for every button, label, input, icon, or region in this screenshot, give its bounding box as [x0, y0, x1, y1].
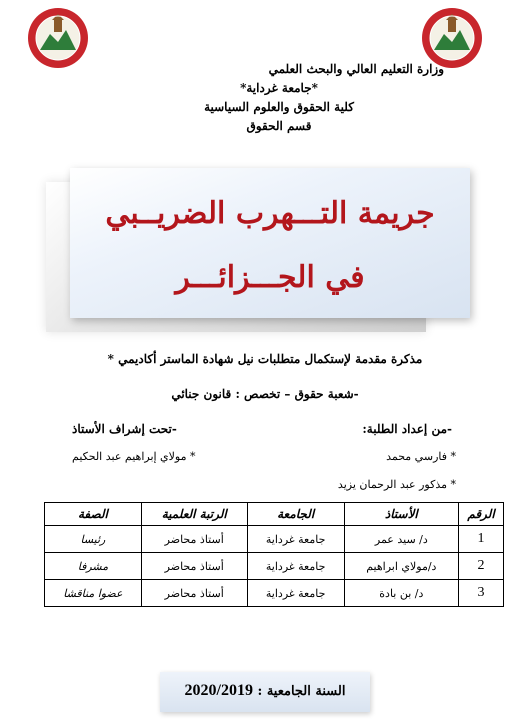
header-role: الصفة [45, 503, 142, 526]
faculty-name: كلية الحقوق والعلوم السياسية [204, 100, 354, 114]
table-row [45, 553, 504, 580]
department-name: قسم الحقوق [246, 119, 312, 133]
role-cell: رئيسا [45, 526, 142, 553]
role-cell: مشرفا [45, 553, 142, 580]
rank-cell: أستاذ محاضر [141, 553, 247, 580]
ministry-name: وزارة التعليم العالي والبحث العلمي [268, 62, 444, 76]
academic-year-value: 2020/2019 [184, 682, 253, 699]
institution-header [114, 60, 444, 136]
header-university: الجامعة [247, 503, 344, 526]
table-row [45, 526, 504, 553]
header-number: الرقم [459, 503, 504, 526]
header-rank: الرتبة العلمية [141, 503, 247, 526]
memo-statement: مذكرة مقدمة لإستكمال متطلبات نيل شهادة الماستر أكاديمي * [107, 352, 423, 366]
student-name: * فارسي محمد [386, 450, 456, 463]
banner-panel [70, 168, 470, 318]
role-cell: عضوا مناقشا [45, 580, 142, 607]
row-number: 1 [459, 526, 504, 553]
jury-table [44, 502, 504, 607]
academic-year [160, 682, 370, 700]
professor-name: د/ سيد عمر [344, 526, 458, 553]
rank-cell: أستاذ محاضر [141, 580, 247, 607]
professor-name: د/مولاي ابراهيم [344, 553, 458, 580]
supervisor-name: * مولاي إبراهيم عبد الحكيم [72, 450, 196, 463]
table-header-row [45, 503, 504, 526]
specialization-line: -شعبة حقوق – تخصص : قانون جنائي [171, 387, 359, 401]
title-banner [70, 168, 470, 324]
thesis-title-line1: جريمة التـــهرب الضريــبي [105, 196, 435, 231]
university-logo-left [26, 6, 90, 70]
academic-year-label: السنة الجامعية : [257, 684, 346, 699]
university-cell: جامعة غرداية [247, 580, 344, 607]
university-cell: جامعة غرداية [247, 553, 344, 580]
university-cell: جامعة غرداية [247, 526, 344, 553]
row-number: 3 [459, 580, 504, 607]
thesis-title-line2: في الجـــزائـــر [175, 260, 365, 295]
professor-name: د/ بن بادة [344, 580, 458, 607]
table-row [45, 580, 504, 607]
university-name: *جامعة غرداية* [240, 81, 318, 95]
rank-cell: أستاذ محاضر [141, 526, 247, 553]
student-name: * مذكور عبد الرحمان يزيد [337, 478, 456, 491]
header-professor: الأستاذ [344, 503, 458, 526]
row-number: 2 [459, 553, 504, 580]
supervision-label: -تحت إشراف الأستاذ [72, 422, 177, 436]
prepared-by-label: -من إعداد الطلبة: [362, 422, 452, 436]
